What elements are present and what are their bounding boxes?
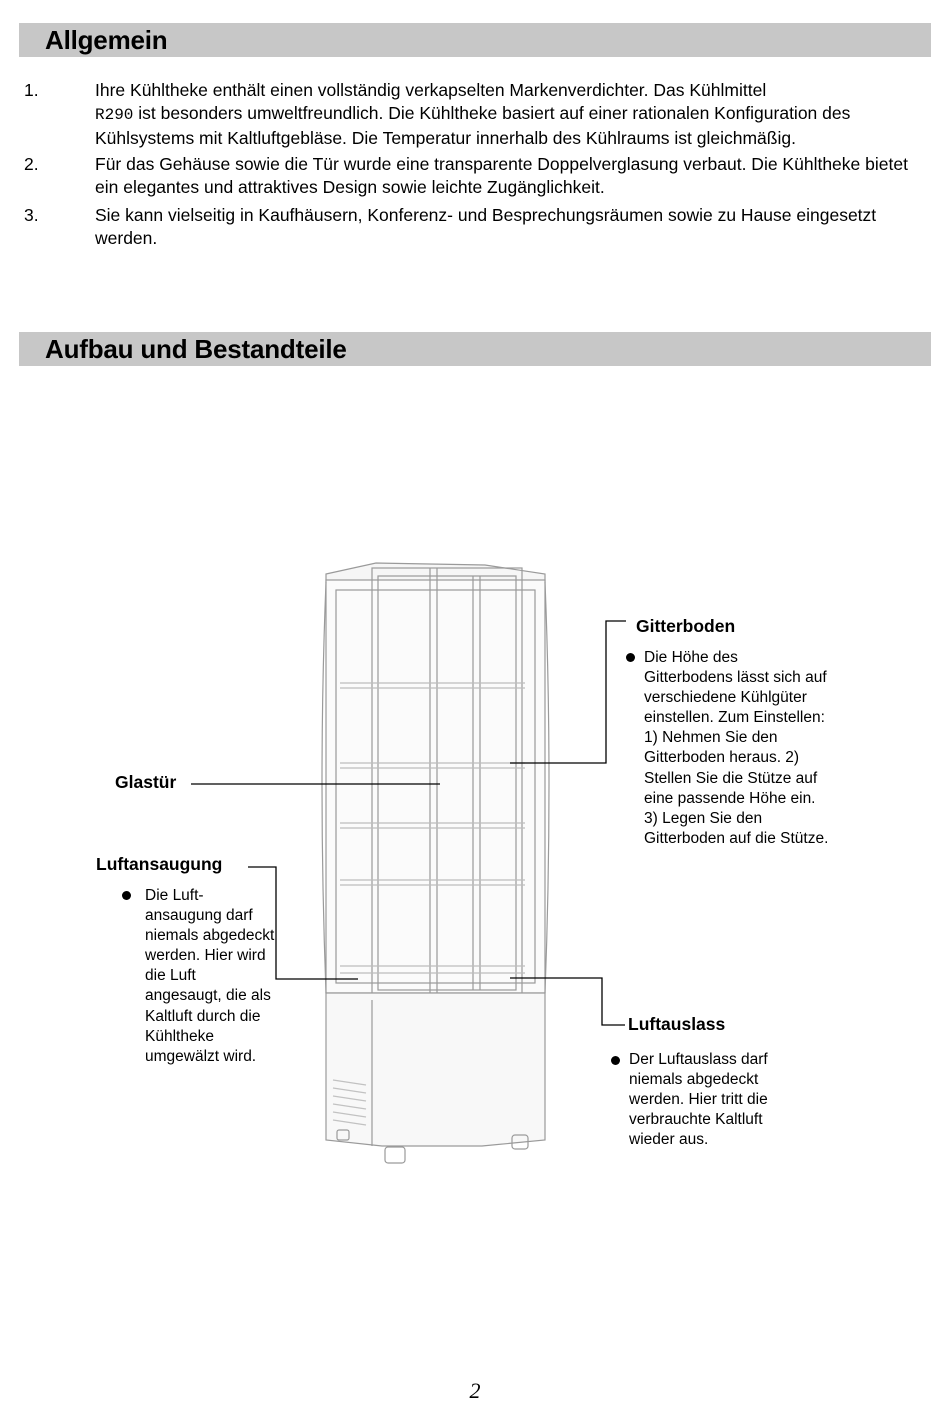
list-text-part: ist besonders umweltfreundlich. Die Kühltheke basiert auf einer rationalen Konfiguration des Kühlsystems mit Kaltluftgebläse. Die Temperatur innerhalb des Kühlraums ist gleichmäßig. bbox=[95, 103, 851, 148]
callout-text-luftauslass: Der Luftauslass darf niemals abgedeckt werden. Hier tritt die verbrauchte Kaltluft wieder aus. bbox=[629, 1051, 768, 1149]
bullet-icon bbox=[122, 891, 131, 900]
callout-text-gitterboden: Die Höhe des Gitterbodens lässt sich auf verschiedene Kühlgüter einstellen. Zum Einstellen: 1) Nehmen Sie den Gitterboden heraus. 2) Stellen Sie die Stütze auf eine passende Höhe ein. 3) Legen Sie den Gitterboden auf die Stütze. bbox=[644, 649, 829, 847]
callout-label-gitterboden: Gitterboden bbox=[636, 616, 736, 636]
refrigerant-code: R290 bbox=[95, 106, 134, 124]
page-number: 2 bbox=[469, 1378, 481, 1403]
bullet-icon bbox=[626, 653, 635, 662]
section-title-components: Aufbau und Bestandteile bbox=[45, 334, 347, 364]
list-number: 2. bbox=[24, 154, 39, 174]
callout-label-luftansaugung: Luftansaugung bbox=[96, 854, 223, 874]
list-text-part: Ihre Kühltheke enthält einen vollständig verkapselten Markenverdichter. Das Kühlmittel bbox=[95, 80, 767, 100]
callout-label-luftauslass: Luftauslass bbox=[628, 1014, 726, 1034]
section-title-general: Allgemein bbox=[45, 25, 168, 55]
bullet-icon bbox=[611, 1056, 620, 1065]
display-cooler-illustration bbox=[322, 563, 549, 1163]
list-number: 1. bbox=[24, 80, 39, 100]
list-text: Sie kann vielseitig in Kaufhäusern, Konferenz- und Besprechungsräumen sowie zu Hause eingesetzt werden. bbox=[95, 205, 877, 248]
list-text: Für das Gehäuse sowie die Tür wurde eine transparente Doppelverglasung verbaut. Die Kühltheke bietet ein elegantes und attraktives Design sowie leichte Zugänglichkeit. bbox=[95, 154, 908, 197]
callout-label-glastuer: Glastür bbox=[115, 772, 177, 792]
list-number: 3. bbox=[24, 205, 39, 225]
callout-text-luftansaugung: Die Luft-ansaugung darf niemals abgedeckt werden. Hier wird die Luft angesaugt, die als Kaltluft durch die Kühltheke umgewälzt wird. bbox=[145, 887, 275, 1065]
